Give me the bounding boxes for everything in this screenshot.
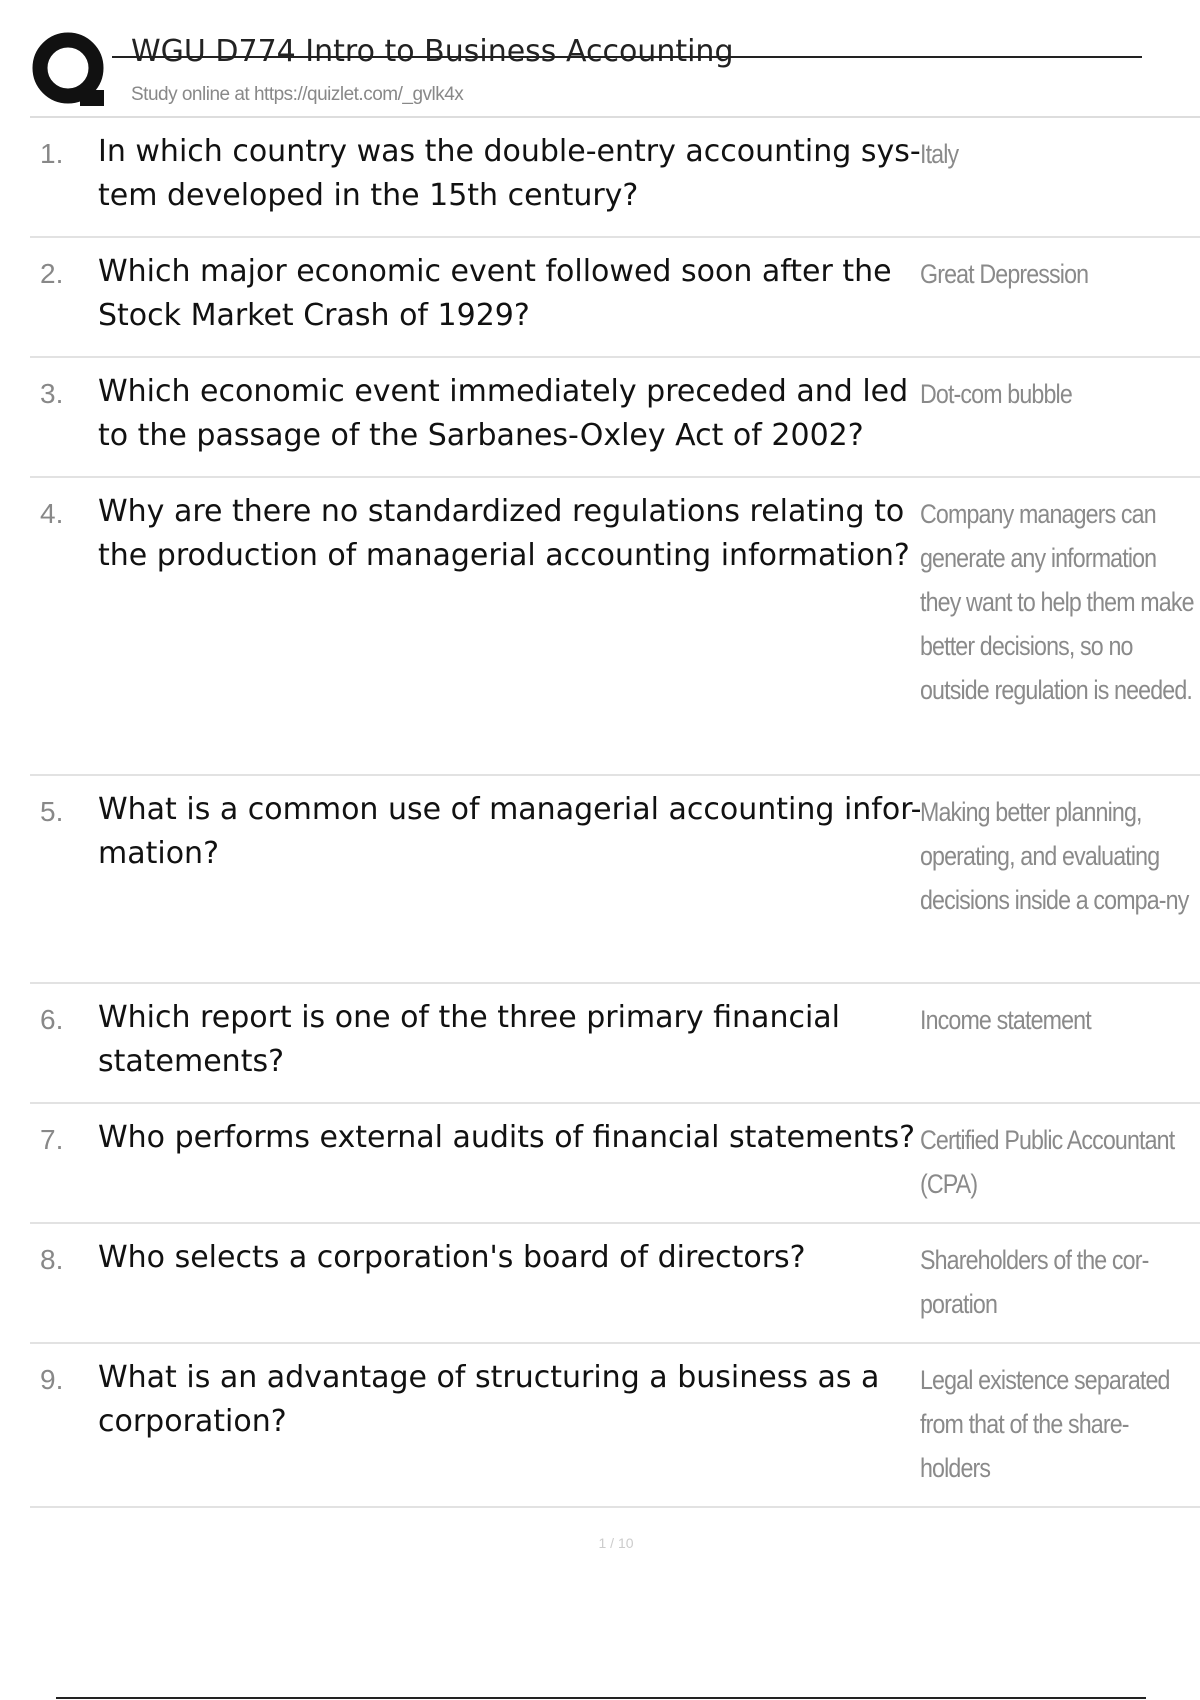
question-row-8 (30, 1224, 1200, 1344)
page-number: 1 / 10 (598, 1535, 634, 1551)
question-number: 3. (40, 378, 64, 409)
document-title: WGU D774 Intro to Business Accounting (131, 34, 734, 69)
question-text: Who selects a corporation's board of directors? (98, 1240, 806, 1275)
footer-rule (56, 1697, 1146, 1699)
study-link-text: Study online at https://quizlet.com/_gvlk4x (131, 84, 464, 105)
answer-text: Great Depression (920, 259, 1089, 289)
question-row-4 (30, 478, 1200, 776)
question-row-5 (30, 776, 1200, 984)
question-number: 7. (40, 1124, 64, 1155)
answer-text: Italy (920, 139, 959, 169)
question-text: Which report is one of the three primary financial statements? (98, 1000, 841, 1079)
question-number: 5. (40, 796, 64, 827)
quizlet-logo-icon (30, 30, 112, 112)
question-text: Which major economic event followed soon after the Stock Market Crash of 1929? (98, 254, 892, 333)
answer-text: Shareholders of the cor-poration (920, 1245, 1149, 1319)
question-text: In which country was the double-entry accounting sys-tem developed in the 15th century? (98, 134, 921, 213)
question-row-2 (30, 238, 1200, 358)
question-number: 9. (40, 1364, 64, 1395)
question-number: 6. (40, 1004, 64, 1035)
question-number: 4. (40, 498, 64, 529)
question-row-7 (30, 1104, 1200, 1224)
question-row-6 (30, 984, 1200, 1104)
answer-text: Making better planning, operating, and evaluating decisions inside a compa-ny (920, 797, 1189, 915)
question-text: What is a common use of managerial accounting infor-mation? (98, 792, 922, 871)
question-row-3 (30, 358, 1200, 478)
question-text: What is an advantage of structuring a business as a corporation? (98, 1360, 880, 1439)
question-row-1 (30, 118, 1200, 238)
question-text: Which economic event immediately preceded and led to the passage of the Sarbanes-Oxley Act of 2002? (98, 374, 909, 453)
answer-text: Company managers can generate any information they want to help them make better decisions, so no outside regulation is needed. (920, 499, 1194, 705)
question-text: Who performs external audits of financial statements? (98, 1120, 916, 1155)
answer-text: Legal existence separated from that of the share-holders (920, 1365, 1170, 1483)
answer-text: Certified Public Accountant (CPA) (920, 1125, 1175, 1199)
title-rule (112, 56, 1142, 58)
question-number: 2. (40, 258, 64, 289)
question-list (30, 118, 1200, 1508)
question-row-9 (30, 1344, 1200, 1508)
answer-text: Income statement (920, 1005, 1091, 1035)
answer-text: Dot-com bubble (920, 379, 1072, 409)
question-number: 1. (40, 138, 64, 169)
question-text: Why are there no standardized regulations relating to the production of managerial accounting information? (98, 494, 910, 573)
question-number: 8. (40, 1244, 64, 1275)
